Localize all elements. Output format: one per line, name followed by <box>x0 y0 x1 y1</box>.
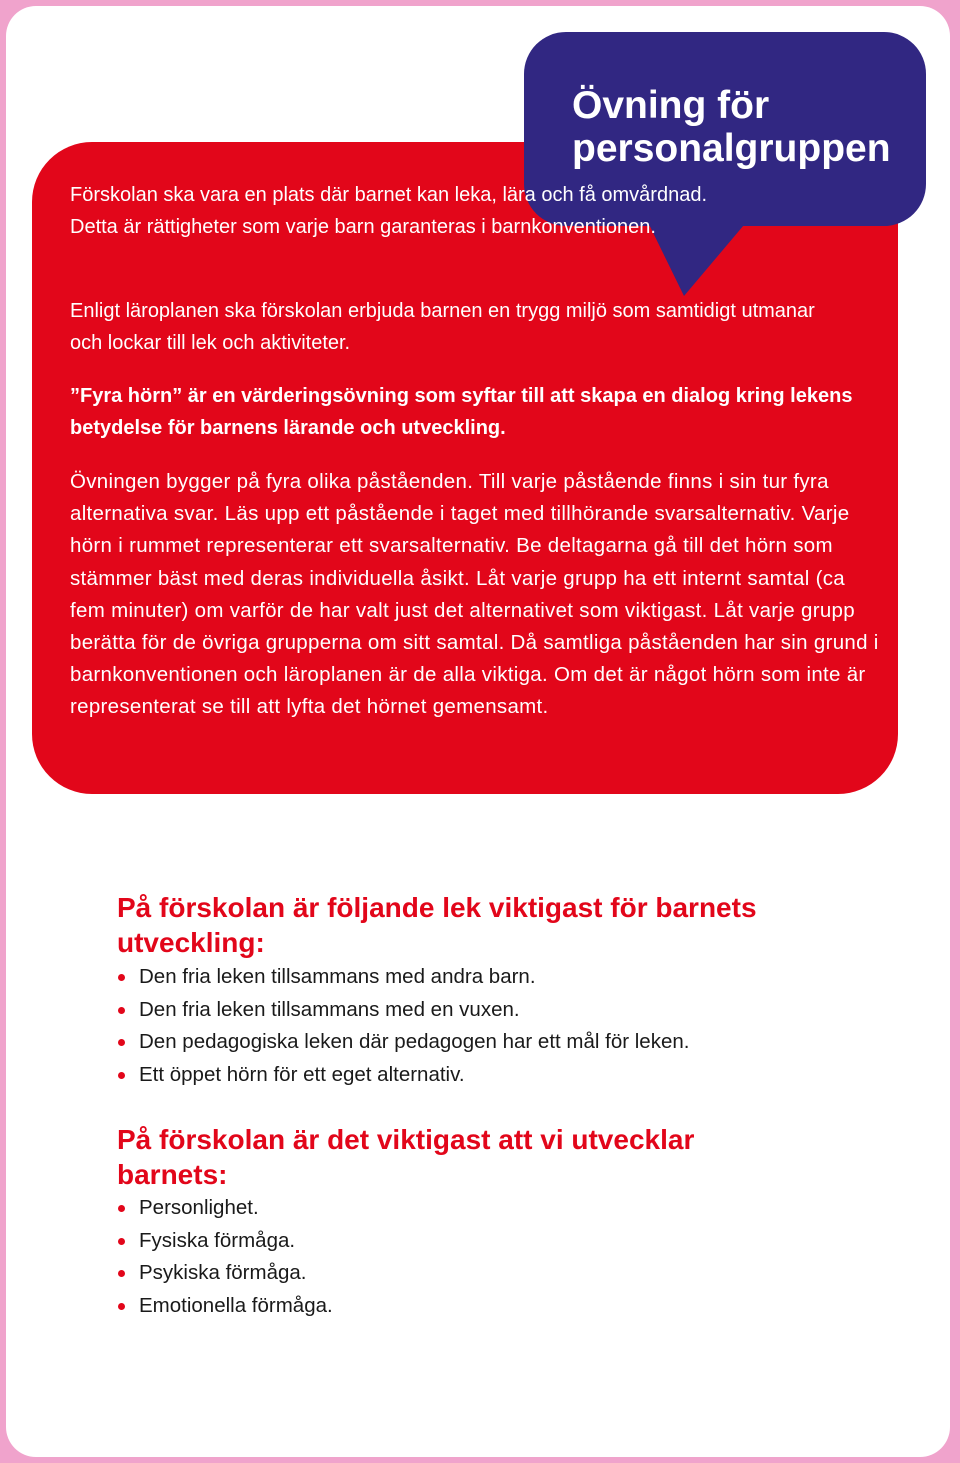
list-item <box>117 1257 333 1290</box>
list-item <box>117 994 689 1027</box>
bubble-title <box>572 84 891 170</box>
section1-list <box>117 961 689 1091</box>
list-item-text: Den fria leken tillsammans med andra barn. <box>139 965 536 988</box>
bullet-icon <box>118 1303 125 1310</box>
bullet-icon <box>118 1039 125 1046</box>
list-item-text: Emotionella förmåga. <box>139 1293 333 1317</box>
list-item <box>117 1192 333 1225</box>
bullet-icon <box>118 1007 125 1014</box>
bullet-icon <box>118 1270 125 1277</box>
section2-heading: På förskolan är det viktigast att vi utvecklar barnets: <box>117 1124 695 1190</box>
bubble-title-line1: Övning för <box>572 84 770 127</box>
bullet-icon <box>118 1238 125 1245</box>
intro-paragraph-1: Förskolan ska vara en plats där barnet kan leka, lära och få omvårdnad. Detta är rättigheter som varje barn garanteras i barnkonventionen. <box>70 184 708 238</box>
list-item-text: Den fria leken tillsammans med en vuxen. <box>139 997 520 1021</box>
section2-list <box>117 1192 333 1322</box>
bullet-icon <box>118 1072 125 1079</box>
list-item <box>117 1059 689 1092</box>
list-item-text: Ett öppet hörn för ett eget alternativ. <box>139 1062 465 1086</box>
intro-paragraph-3: ”Fyra hörn” är en värderingsövning som syftar till att skapa en dialog kring lekens betydelse för barnens lärande och utveckling. <box>70 385 853 439</box>
section1-heading: På förskolan är följande lek viktigast för barnets utveckling: <box>117 892 757 958</box>
list-item <box>117 1290 333 1323</box>
intro-paragraph-2: Enligt läroplanen ska förskolan erbjuda barnen en trygg miljö som samtidigt utmanar och lockar till lek och aktiviteter. <box>70 300 815 354</box>
list-item-text: Personlighet. <box>139 1196 259 1219</box>
list-item <box>117 1026 689 1059</box>
list-item-text: Den pedagogiska leken där pedagogen har ett mål för leken. <box>139 1030 690 1053</box>
list-item-text: Fysiska förmåga. <box>139 1228 296 1252</box>
list-item <box>117 961 689 994</box>
bullet-icon <box>118 974 125 981</box>
list-item <box>117 1225 333 1258</box>
list-item-text: Psykiska förmåga. <box>139 1261 307 1284</box>
bubble-title-line2: personalgruppen <box>572 127 891 170</box>
bullet-icon <box>118 1205 125 1212</box>
intro-paragraph-4: Övningen bygger på fyra olika påståenden. Till varje påstående finns i sin tur fyra alternativa svar. Läs upp ett påstående i taget med tillhörande svarsalternativ. Varje hörn i rummet representerar ett svarsalternativ. Be deltagarna gå till det hörn som stämmer bäst med deras individuella åsikt. Låt varje grupp ha ett internt samtal (ca fem minuter) om varför de har valt just det alternativet som viktigast. Låt varje grupp berätta för de övriga grupperna om sitt samtal. Då samtliga påståenden har sin grund i barnkonventionen och läroplanen är de alla viktiga. Om det är något hörn som inte är representerat se till att lyfta det hörnet gemensamt. <box>70 470 879 719</box>
